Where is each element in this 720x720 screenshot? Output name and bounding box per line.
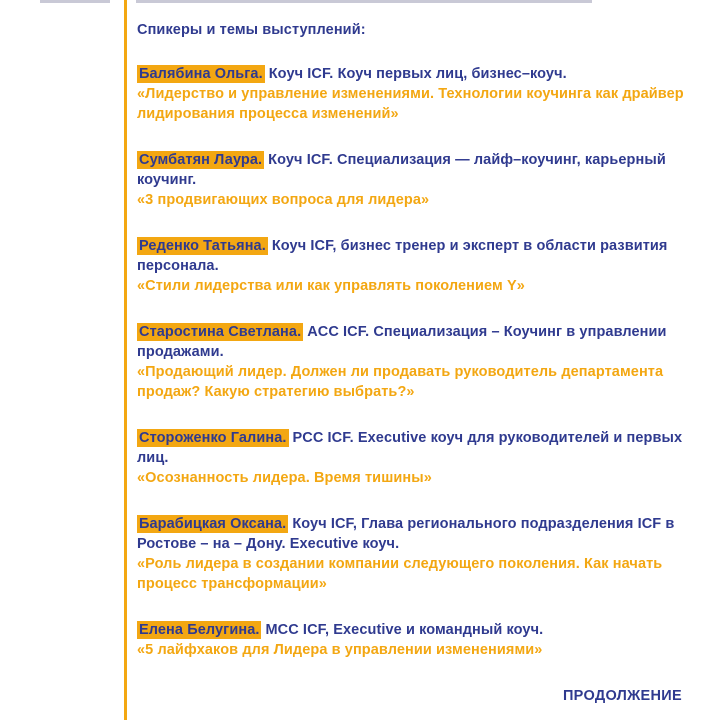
speaker-name: Реденко Татьяна. (139, 238, 266, 254)
speaker-credentials: Коуч ICF, бизнес тренер и эксперт в области развития персонала. (137, 238, 668, 274)
speaker-entry (137, 64, 697, 124)
speaker-description (137, 150, 697, 190)
vertical-accent-line (124, 0, 127, 720)
top-decor-band (0, 0, 720, 6)
speaker-description (137, 428, 697, 468)
speaker-entry (137, 150, 697, 210)
speaker-topic: «Стили лидерства или как управлять поколением Y» (137, 278, 525, 294)
speaker-name: Барабицкая Оксана. (139, 516, 287, 532)
speaker-credentials: PCC ICF. Executive коуч для руководителей и первых лиц. (137, 430, 683, 466)
speaker-name: Балябина Ольга. (139, 66, 263, 82)
speaker-topic: «5 лайфхаков для Лидера в управлении изменениями» (137, 642, 543, 658)
speaker-name: Стороженко Галина. (139, 430, 287, 446)
speakers-section (137, 20, 697, 686)
speaker-name: Елена Белугина. (139, 622, 260, 638)
speaker-description (137, 514, 697, 554)
speaker-entry (137, 620, 697, 660)
section-heading: Спикеры и темы выступлений: (137, 22, 366, 38)
speaker-description (137, 322, 697, 362)
speaker-entry (137, 322, 697, 402)
speaker-entry (137, 428, 697, 488)
top-decor-stripe (40, 0, 110, 3)
speaker-description (137, 64, 697, 84)
speaker-topic: «Роль лидера в создании компании следующего поколения. Как начать процесс трансформации» (137, 556, 663, 592)
speaker-topic: «Осознанность лидера. Время тишины» (137, 470, 432, 486)
speaker-credentials: Коуч ICF, Глава регионального подразделения ICF в Ростове – на – Дону. Executive коуч. (137, 516, 675, 552)
speaker-topic: «Лидерство и управление изменениями. Технологии коучинга как драйвер лидирования процесса изменений» (137, 86, 684, 122)
speaker-credentials: Коуч ICF. Специализация — лайф–коучинг, карьерный коучинг. (137, 152, 666, 188)
speaker-topic: «3 продвигающих вопроса для лидера» (137, 192, 430, 208)
speaker-entry (137, 514, 697, 594)
speaker-description (137, 236, 697, 276)
speaker-entry (137, 236, 697, 296)
speaker-topic: «Продающий лидер. Должен ли продавать руководитель департамента продаж? Какую стратегию выбрать?» (137, 364, 664, 400)
speaker-credentials: MCC ICF, Executive и командный коуч. (265, 622, 544, 638)
continue-label: ПРОДОЛЖЕНИЕ (562, 688, 682, 704)
speaker-credentials: Коуч ICF. Коуч первых лиц, бизнес–коуч. (268, 66, 567, 82)
top-decor-stripe (136, 0, 592, 3)
speaker-name: Сумбатян Лаура. (139, 152, 263, 168)
speaker-credentials: ACC ICF. Специализация – Коучинг в управлении продажами. (137, 324, 667, 360)
speaker-description (137, 620, 697, 640)
speaker-name: Старостина Светлана. (139, 324, 302, 340)
